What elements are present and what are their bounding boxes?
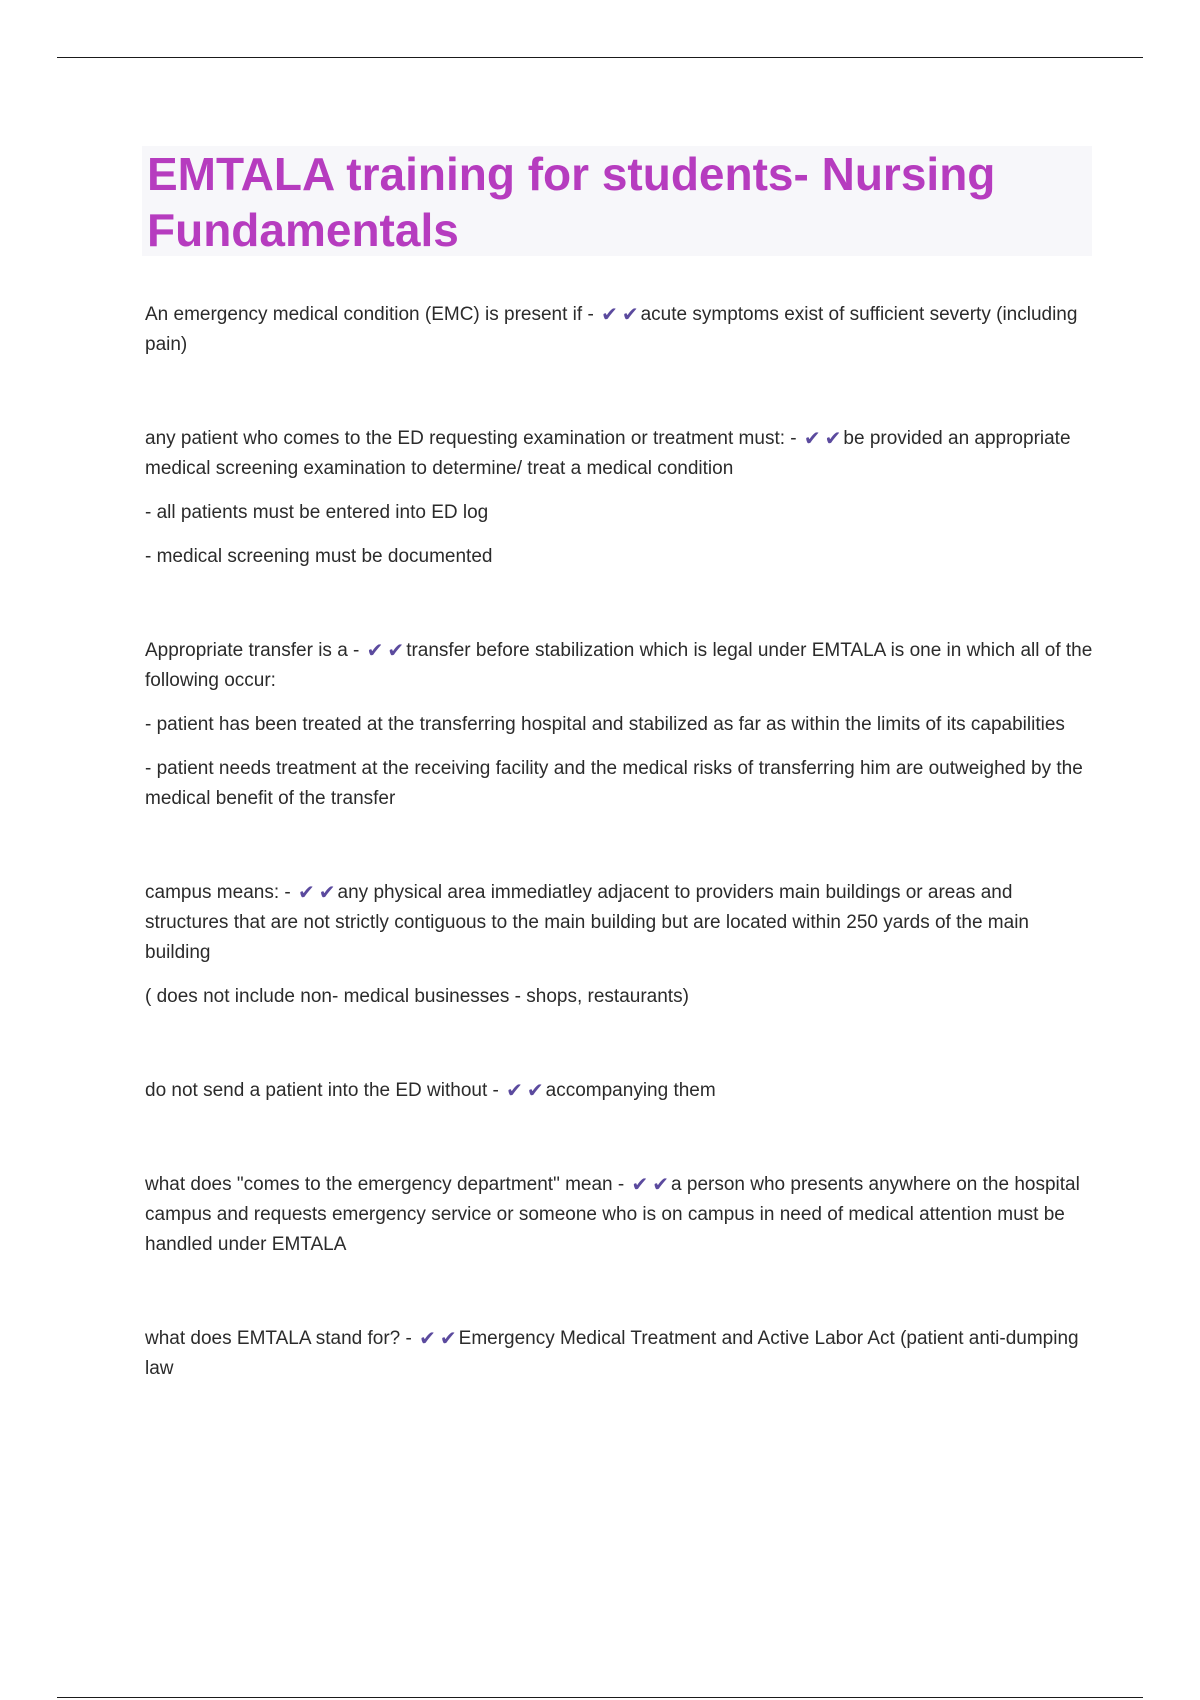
checkmark-icon: ✔ xyxy=(601,302,618,326)
flashcard-answer: transfer before stabilization which is legal under EMTALA is one in which all of the following occur: xyxy=(145,640,1093,691)
checkmark-icon: ✔ xyxy=(298,880,315,904)
flashcard-answer: be provided an appropriate medical screening examination to determine/ treat a medical condition xyxy=(145,428,1071,479)
flashcard-extra-line: - patient has been treated at the transferring hospital and stabilized as far as within the limits of its capabilities xyxy=(145,714,1065,735)
flashcard xyxy=(145,878,1095,1012)
checkmark-icon: ✔ xyxy=(506,1078,523,1102)
flashcard-main-line xyxy=(145,636,1095,696)
checkmark-icon: ✔ xyxy=(824,426,842,450)
checkmark-icon: ✔ xyxy=(803,426,821,450)
flashcard-question: Appropriate transfer is a - xyxy=(145,640,360,661)
checkmark-icon: ✔ xyxy=(318,880,336,904)
flashcard-question: do not send a patient into the ED without - xyxy=(145,1080,499,1101)
flashcard-question: what does "comes to the emergency department" mean - xyxy=(145,1174,625,1195)
checkmark-icon: ✔ xyxy=(366,638,384,662)
flashcard-main-line xyxy=(145,300,1095,360)
bottom-rule xyxy=(57,1697,1143,1698)
document-title: EMTALA training for students- Nursing Fundamentals xyxy=(147,148,996,256)
flashcard-main-line xyxy=(145,1076,1095,1106)
flashcard-main-line xyxy=(145,878,1095,968)
flashcard-answer: any physical area immediatley adjacent to providers main buildings or areas and structures that are not strictly contiguous to the main building but are located within 250 yards of the main building xyxy=(145,882,1029,963)
flashcard-answer: Emergency Medical Treatment and Active Labor Act (patient anti-dumping law xyxy=(145,1328,1079,1379)
flashcard xyxy=(145,1170,1095,1260)
flashcard-question: what does EMTALA stand for? - xyxy=(145,1328,412,1349)
flashcard-answer: accompanying them xyxy=(545,1080,716,1101)
checkmark-icon: ✔ xyxy=(419,1326,436,1350)
flashcard-question: any patient who comes to the ED requesting examination or treatment must: - xyxy=(145,428,797,449)
checkmark-icon: ✔ xyxy=(387,638,405,662)
flashcard-answer: acute symptoms exist of sufficient severty (including pain) xyxy=(145,304,1078,355)
checkmark-icon: ✔ xyxy=(439,1326,457,1350)
flashcard-list xyxy=(145,300,1095,1384)
flashcard-extra-line: - patient needs treatment at the receiving facility and the medical risks of transferring him are outweighed by the medical benefit of the transfer xyxy=(145,758,1083,809)
flashcard xyxy=(145,1076,1095,1106)
flashcard-main-line xyxy=(145,1170,1095,1260)
flashcard-answer: a person who presents anywhere on the hospital campus and requests emergency service or someone who is on campus in need of medical attention must be handled under EMTALA xyxy=(145,1174,1080,1255)
flashcard xyxy=(145,300,1095,360)
top-rule xyxy=(57,57,1143,58)
checkmark-icon: ✔ xyxy=(652,1172,670,1196)
checkmark-icon: ✔ xyxy=(631,1172,649,1196)
flashcard-extra-line: ( does not include non- medical businesses - shops, restaurants) xyxy=(145,986,689,1007)
flashcard-main-line xyxy=(145,424,1095,484)
flashcard-extra-line: - all patients must be entered into ED log xyxy=(145,502,489,523)
flashcard-question: campus means: - xyxy=(145,882,291,903)
checkmark-icon: ✔ xyxy=(621,302,639,326)
flashcard xyxy=(145,1324,1095,1384)
flashcard-extra-line: - medical screening must be documented xyxy=(145,546,493,567)
flashcard xyxy=(145,424,1095,572)
flashcard-main-line xyxy=(145,1324,1095,1384)
checkmark-icon: ✔ xyxy=(526,1078,544,1102)
flashcard-question: An emergency medical condition (EMC) is present if - xyxy=(145,304,594,325)
flashcard xyxy=(145,636,1095,814)
